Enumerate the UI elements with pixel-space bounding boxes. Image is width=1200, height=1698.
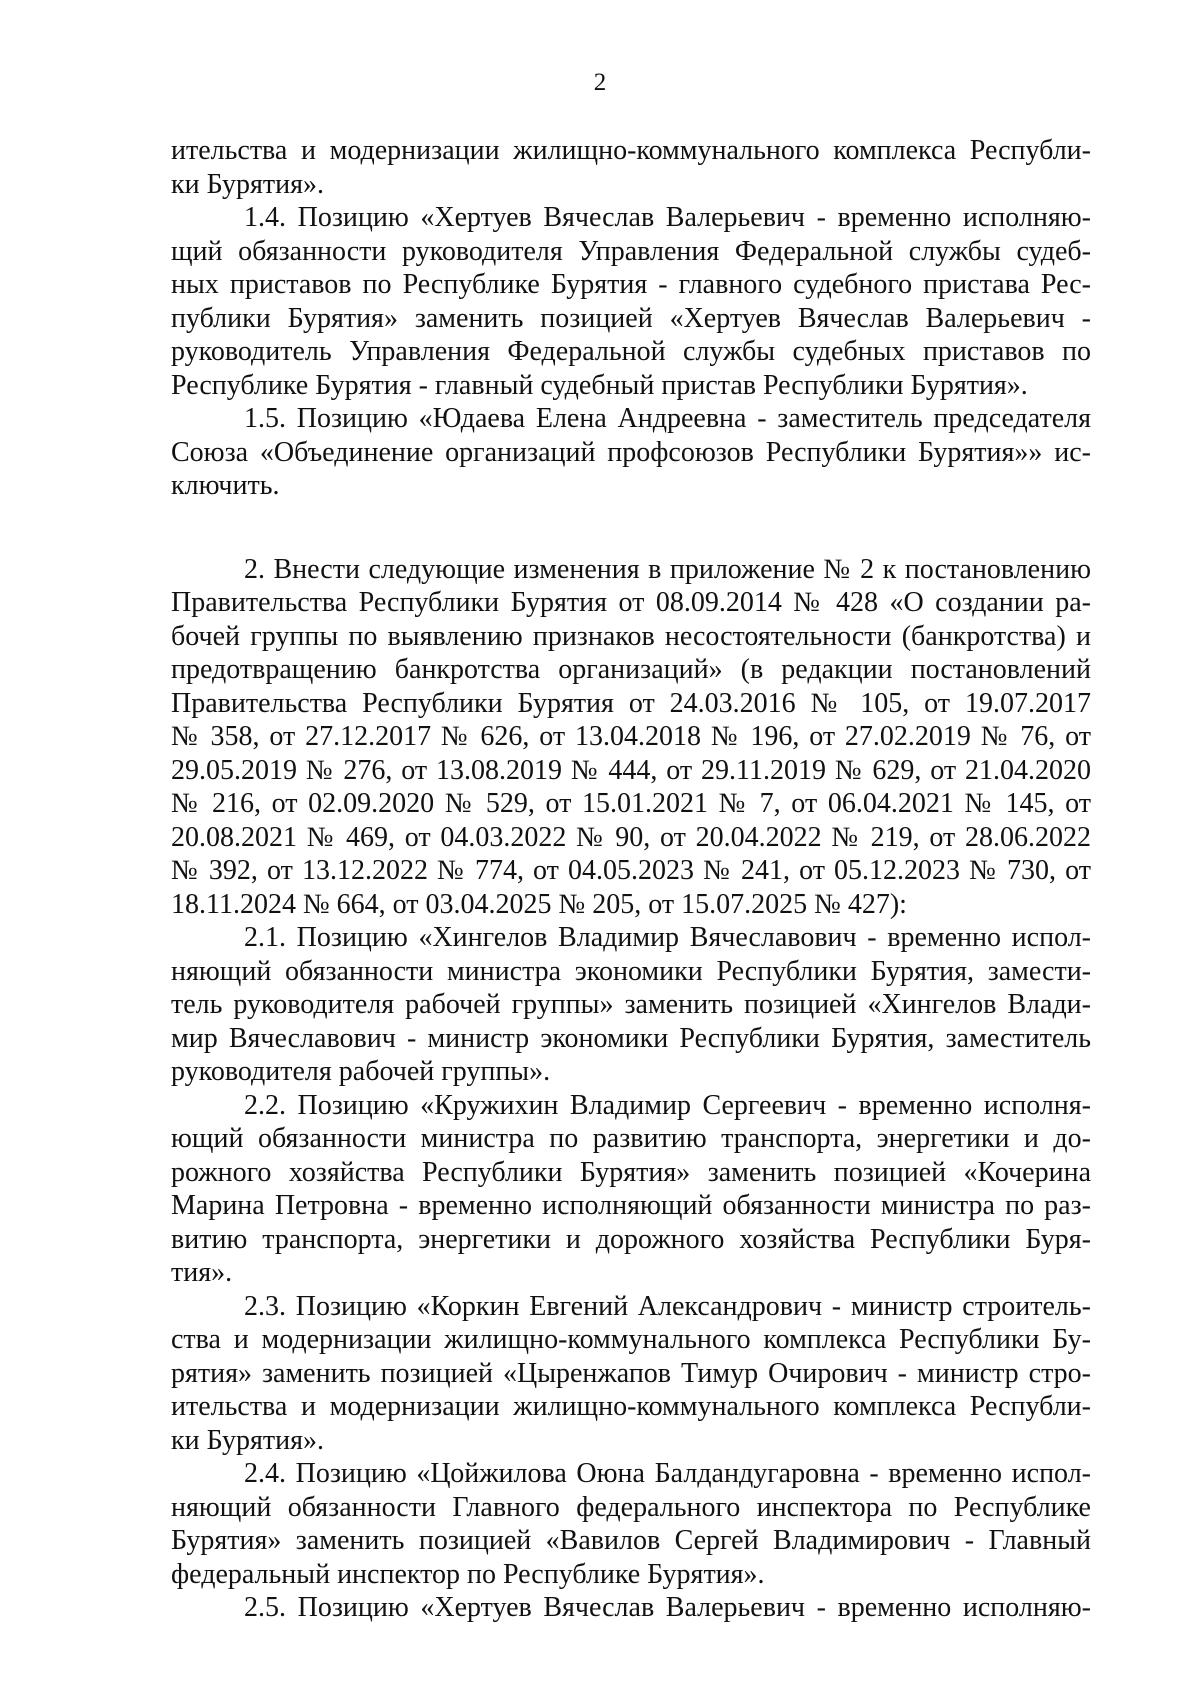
page-number: 2 — [593, 69, 607, 96]
text-line: рожного хозяйства Республики Бурятия» заменить позицией «Кочерина — [171, 1156, 1091, 1188]
text-line: щий обязанности руководителя Управления Федеральной службы судеб- — [171, 235, 1091, 267]
paragraph-gap — [171, 503, 1091, 553]
document-body — [171, 134, 1091, 1625]
text-line: ющий обязанности министра по развитию транспорта, энергетики и до- — [171, 1123, 1091, 1154]
text-line: публики Бурятия» заменить позицией «Хертуев Вячеслав Валерьевич - — [171, 302, 1091, 334]
text-line: 2. Внести следующие изменения в приложение № 2 к постановлению — [244, 553, 1091, 585]
text-line: ства и модернизации жилищно-коммунального комплекса Республики Бу- — [171, 1324, 1091, 1355]
text-line: ключить. — [171, 470, 280, 501]
text-line: 20.08.2021 № 469, от 04.03.2022 № 90, от 20.04.2022 № 219, от 28.06.2022 — [171, 821, 1091, 853]
text-line: руководитель Управления Федеральной службы судебных приставов по — [171, 336, 1091, 367]
text-line: ительства и модернизации жилищно-коммунального комплекса Республи- — [171, 135, 1091, 166]
text-line: предотвращению банкротства организаций» (в редакции постановлений — [171, 654, 1091, 685]
text-line: няющий обязанности министра экономики Республики Бурятия, замести- — [171, 955, 1091, 987]
text-line: ки Бурятия». — [171, 168, 324, 200]
text-line: Марина Петровна - временно исполняющий обязанности министра по раз- — [171, 1190, 1091, 1221]
text-line: 29.05.2019 № 276, от 13.08.2019 № 444, от 29.11.2019 № 629, от 21.04.2020 — [171, 754, 1091, 786]
text-line: тия». — [171, 1257, 233, 1288]
text-line: мир Вячеславович - министр экономики Республики Бурятия, заместитель — [171, 1022, 1091, 1054]
text-line: 1.4. Позицию «Хертуев Вячеслав Валерьевич - временно исполняю- — [244, 202, 1091, 233]
text-line: тель руководителя рабочей группы» заменить позицией «Хингелов Влади- — [171, 989, 1091, 1020]
text-line: 2.1. Позицию «Хингелов Владимир Вячеславович - временно испол- — [244, 922, 1091, 953]
text-line: витию транспорта, энергетики и дорожного хозяйства Республики Буря- — [171, 1223, 1091, 1255]
text-line: 2.3. Позицию «Коркин Евгений Александрович - министр строитель- — [244, 1290, 1091, 1322]
text-line: руководителя рабочей группы». — [171, 1056, 551, 1087]
text-line: федеральный инспектор по Республике Бурятия». — [171, 1558, 765, 1590]
text-line: Правительства Республики Бурятия от 08.09.2014 № 428 «О создании ра- — [171, 587, 1091, 618]
text-line: № 358, от 27.12.2017 № 626, от 13.04.2018 № 196, от 27.02.2019 № 76, от — [171, 721, 1091, 752]
text-line: Правительства Республики Бурятия от 24.03.2016 № 105, от 19.07.2017 — [171, 687, 1091, 719]
text-line: Республике Бурятия - главный судебный пристав Республики Бурятия». — [171, 369, 1028, 401]
text-line: ных приставов по Республике Бурятия - главного судебного пристава Рес- — [171, 269, 1091, 300]
text-line: ительства и модернизации жилищно-коммунального комплекса Республи- — [171, 1391, 1091, 1422]
text-line: няющий обязанности Главного федерального инспектора по Республике — [171, 1491, 1091, 1523]
text-line: 2.4. Позицию «Цойжилова Оюна Балдандугаровна - временно испол- — [244, 1458, 1091, 1489]
text-line: 2.2. Позицию «Кружихин Владимир Сергеевич - временно исполня- — [244, 1089, 1091, 1121]
text-line: Союза «Объединение организаций профсоюзов Республики Бурятия»» ис- — [171, 436, 1091, 468]
text-line: рятия» заменить позицией «Цыренжапов Тимур Очирович - министр стро- — [171, 1357, 1091, 1389]
text-line: ки Бурятия». — [171, 1424, 324, 1456]
text-line: Бурятия» заменить позицией «Вавилов Сергей Владимирович - Главный — [171, 1525, 1091, 1556]
text-line: бочей группы по выявлению признаков несостоятельности (банкротства) и — [171, 620, 1091, 652]
text-line: 18.11.2024 № 664, от 03.04.2025 № 205, от 15.07.2025 № 427): — [171, 888, 907, 920]
text-line: № 216, от 02.09.2020 № 529, от 15.01.2021 № 7, от 06.04.2021 № 145, от — [171, 788, 1091, 819]
text-line: № 392, от 13.12.2022 № 774, от 04.05.2023 № 241, от 05.12.2023 № 730, от — [171, 855, 1091, 886]
text-line: 2.5. Позицию «Хертуев Вячеслав Валерьевич - временно исполняю- — [244, 1592, 1091, 1623]
text-line: 1.5. Позицию «Юдаева Елена Андреевна - заместитель председателя — [244, 403, 1091, 434]
